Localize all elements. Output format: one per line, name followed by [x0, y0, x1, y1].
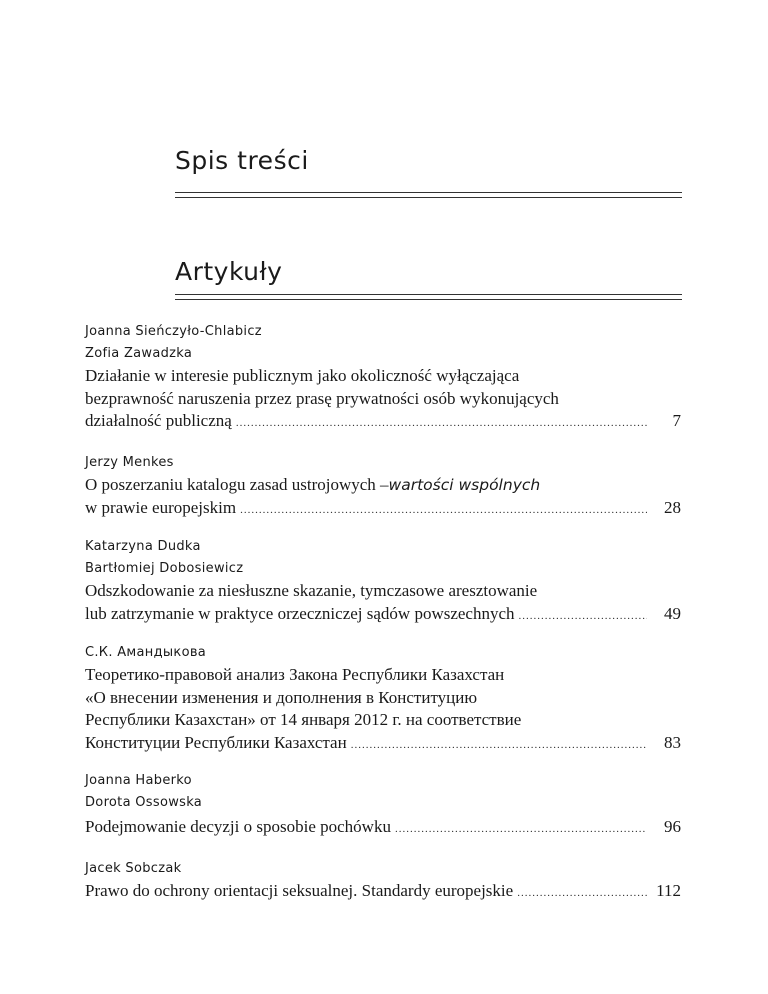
page-number: 28	[664, 497, 681, 517]
author-name: Dorota Ossowska	[85, 795, 203, 810]
author-name: Katarzyna Dudka	[85, 539, 201, 554]
toc-entry	[85, 858, 681, 905]
article-title	[85, 664, 681, 756]
article-title	[85, 474, 681, 521]
toc-heading: Spis treści	[175, 146, 309, 175]
dot-leader	[240, 499, 647, 522]
toc-entry	[85, 452, 681, 521]
author-name: Bartłomiej Dobosiewicz	[85, 561, 244, 576]
section-rule	[175, 294, 682, 300]
title-line: Республики Казахстан» от 14 января 2012 г. на соответствие	[85, 710, 522, 729]
title-line: Podejmowanie decyzji o sposobie pochówku	[85, 817, 391, 836]
author-name: Jerzy Menkes	[85, 455, 174, 470]
heading-rule	[175, 192, 682, 198]
title-line: bezprawność naruszenia przez prasę prywatności osób wykonujących	[85, 388, 559, 408]
dot-leader	[519, 605, 647, 628]
title-line: Odszkodowanie za niesłuszne skazanie, tymczasowe aresztowanie	[85, 581, 538, 600]
author-name: Jacek Sobczak	[85, 861, 182, 876]
dot-leader	[395, 818, 647, 841]
page-number: 49	[664, 603, 681, 623]
author-name: Zofia Zawadzka	[85, 346, 193, 361]
title-line: Działanie w interesie publicznym jako okoliczność wyłączająca	[85, 366, 520, 385]
title-line: O poszerzaniu katalogu zasad ustrojowych –	[85, 475, 389, 494]
page-number: 96	[664, 817, 681, 836]
dot-leader	[351, 734, 647, 757]
title-line: Теоретико-правовой анализ Закона Республики Казахстан	[85, 665, 505, 684]
dot-leader	[517, 882, 647, 905]
author-name: Joanna Sieńczyło-Chlabicz	[85, 324, 262, 339]
section-heading: Artykuły	[175, 257, 283, 286]
title-italic-phrase: wartości wspólnych	[388, 476, 541, 494]
toc-entry	[85, 321, 681, 435]
title-line: «О внесении изменения и дополнения в Конституцию	[85, 687, 478, 707]
title-line: działalność publiczną	[85, 411, 232, 430]
title-line: Конституции Республики Казахстан	[85, 732, 347, 752]
toc-entry	[85, 536, 681, 627]
title-line: Prawo do ochrony orientacji seksualnej. Standardy europejskie	[85, 881, 514, 900]
article-title	[85, 880, 681, 905]
dot-leader	[236, 412, 647, 435]
title-line: w prawie europejskim	[85, 497, 237, 517]
toc-entry	[85, 642, 681, 756]
title-line: lub zatrzymanie w praktyce orzeczniczej sądów powszechnych	[85, 603, 515, 623]
author-name: Joanna Haberko	[85, 773, 192, 788]
page-number: 112	[656, 881, 681, 900]
toc-entry	[85, 770, 681, 841]
page-number: 7	[672, 411, 681, 430]
article-title	[85, 365, 681, 435]
page-number: 83	[664, 732, 681, 752]
article-title	[85, 816, 681, 841]
author-name: С.К. Амандыкова	[85, 645, 207, 660]
article-title	[85, 580, 681, 627]
